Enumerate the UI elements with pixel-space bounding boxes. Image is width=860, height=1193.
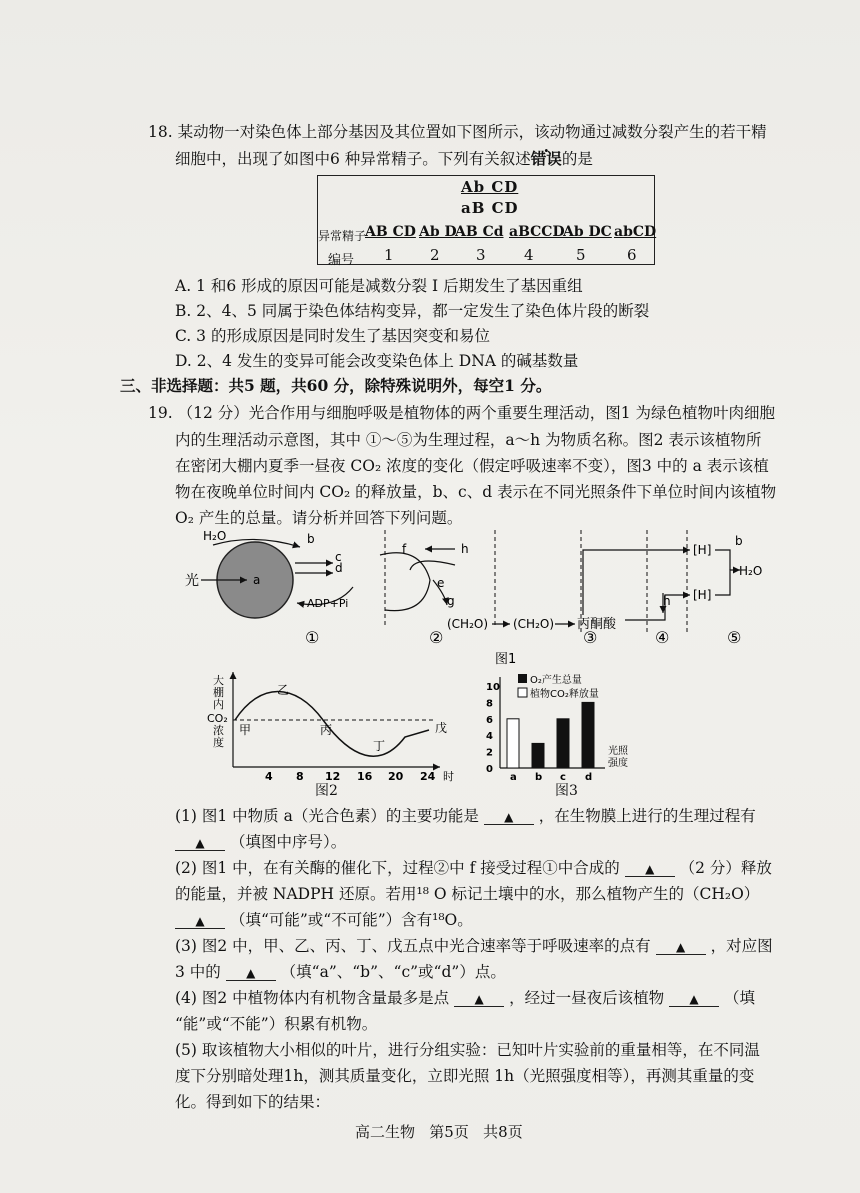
q18-option-c: C. 3 的形成原因是同时发生了基因突变和易位 (175, 327, 490, 345)
q19-intro-4: 物在夜晚单位时间内 CO₂ 的释放量，b、c、d 表示在不同光照条件下单位时间内该植物 (175, 483, 777, 501)
fig3-xlabel-2: 强度 (608, 758, 628, 769)
answer-blank-5[interactable]: ▲ (656, 940, 706, 955)
svg-text:CO₂: CO₂ (207, 712, 228, 725)
fig1-f: f (402, 542, 407, 556)
figure-3-chart (480, 672, 650, 782)
fig1-c: c (335, 550, 342, 564)
q19-sub1-line2: ▲ （填图中序号）。 (175, 832, 346, 852)
q19-sub1-line1: (1) 图1 中物质 a（光合色素）的主要功能是 ▲ ，在生物膜上进行的生理过程有 (175, 807, 756, 825)
fig3-xtick-c: c (560, 772, 566, 782)
sperm-number-2: 2 (430, 246, 440, 264)
sperm-number-4: 4 (524, 246, 534, 264)
abnormal-sperm-label: 异常精子 (318, 229, 367, 243)
fig1-pyruvate: 丙酮酸 (577, 617, 617, 632)
process-3: ③ (583, 628, 598, 647)
svg-text:16: 16 (357, 770, 373, 783)
fig1-a: a (253, 573, 261, 587)
fig3-bars (507, 702, 594, 768)
fig3-ytick: 2 (486, 747, 493, 759)
legend-co2-swatch (518, 688, 527, 697)
q19-intro-5: O₂ 产生的总量。请分析并回答下列问题。 (175, 509, 463, 527)
svg-text:24: 24 (420, 770, 436, 783)
figure-1-caption: 图1 (495, 652, 517, 667)
q19-intro-2: 内的生理活动示意图，其中 ①～⑤为生理过程，a～h 为物质名称。图2 表示该植物所 (175, 431, 762, 449)
chromosome-top: Ab CD (461, 178, 519, 196)
fig3-ytick: 6 (486, 714, 493, 726)
q18-line1: 18. 某动物一对染色体上部分基因及其位置如下图所示，该动物通过减数分裂产生的若干精 (148, 123, 767, 141)
fig1-H2: [H] (693, 588, 712, 602)
fig3-ytick: 0 (486, 764, 493, 775)
q18-option-d: D. 2、4 发生的变异可能会改变染色体上 DNA 的碱基数量 (175, 352, 579, 370)
chromosome-table (317, 175, 657, 268)
fig1-light: 光 (185, 573, 199, 589)
svg-text:浓: 浓 (213, 724, 224, 737)
fig1-b1: b (307, 532, 315, 546)
fig1-h2o-out: H₂O (739, 564, 763, 578)
fig1-adp: ADP+Pi (307, 597, 349, 610)
q19-sub2-line1: (2) 图1 中，在有关酶的催化下，过程②中 f 接受过程①中合成的 ▲ （2 分）释放 (175, 859, 772, 877)
chromosome-bottom: aB CD (461, 199, 519, 217)
q19-sub4-line2: “能”或“不能”）积累有机物。 (175, 1015, 378, 1033)
sperm-number-6: 6 (627, 246, 637, 264)
q19-sub3-line2: 3 中的 ▲ （填“a”、“b”、“c”或“d”）点。 (175, 963, 506, 981)
process-1: ① (305, 628, 320, 647)
sperm-2: Ab D (419, 224, 457, 240)
point-ding: 丁 (373, 739, 386, 753)
fig1-H1: [H] (693, 543, 712, 557)
fig3-xlabel-1: 光照 (608, 746, 628, 757)
q18-line2: 细胞中，出现了如图中6 种异常精子。下列有关叙述错误的是 (175, 149, 593, 168)
figure-1-diagram (185, 525, 765, 670)
arrow-pyruvate-H1 (583, 550, 690, 615)
sperm-1: AB CD (365, 224, 416, 240)
figure-2-caption: 图2 (315, 783, 338, 799)
fig1-b2: b (735, 534, 743, 548)
fig3-ytick: 4 (486, 731, 493, 743)
fig3-ytick: 10 (486, 682, 500, 693)
sperm-number-5: 5 (576, 246, 586, 264)
q19-intro-3: 在密闭大棚内夏季一昼夜 CO₂ 浓度的变化（假定呼吸速率不变），图3 中的 a 表示该植 (175, 457, 769, 475)
svg-text:8: 8 (296, 770, 304, 783)
svg-text:度: 度 (213, 736, 224, 749)
fig3-xtick-b: b (535, 772, 543, 782)
point-wu: 戊 (435, 721, 448, 735)
fig3-yticks (486, 682, 500, 775)
fig3-bar-d (582, 702, 594, 768)
emphasis-error: 错误 (530, 149, 562, 168)
fig1-e: e (437, 576, 445, 590)
answer-blank-4[interactable]: ▲ (175, 914, 225, 929)
arrow-pyruvate-H2 (625, 595, 690, 620)
line-H1-merge (715, 550, 730, 570)
sperm-5: Ab DC (563, 224, 612, 240)
fig2-xlabel: 时 (443, 770, 454, 783)
fig1-g: g (447, 594, 455, 608)
q19-sub4-line1: (4) 图2 中植物体内有机物含量最多是点 ▲ ，经过一昼夜后该植物 ▲ （填 (175, 989, 755, 1007)
sperm-4: aBCCD (509, 224, 565, 240)
answer-blank-6[interactable]: ▲ (226, 966, 276, 981)
legend-o2-swatch (518, 674, 527, 683)
process-5: ⑤ (727, 628, 742, 647)
legend-co2: 植物CO₂释放量 (530, 689, 599, 700)
sperm-number-1: 1 (384, 246, 394, 264)
q19-sub5-line2: 度下分别暗处理1h，测其质量变化，立即光照 1h（光照强度相等），再测其重量的变 (175, 1067, 755, 1085)
process-4: ④ (655, 628, 670, 647)
svg-text:内: 内 (213, 698, 224, 711)
svg-text:大: 大 (213, 674, 224, 687)
fig1-h2: h (663, 594, 671, 608)
q18-option-b: B. 2、4、5 同属于染色体结构变异，都一定发生了染色体片段的断裂 (175, 302, 650, 320)
cycle-f-arc (410, 561, 455, 570)
figure-3-caption: 图3 (555, 783, 578, 799)
q19-intro-1: 19. （12 分）光合作用与细胞呼吸是植物体的两个重要生理活动，图1 为绿色植物叶肉细胞 (148, 404, 776, 422)
number-label: 编号 (328, 253, 355, 268)
fig3-bar-c (557, 719, 569, 768)
q19-sub2-line2: 的能量，并被 NADPH 还原。若用¹⁸ O 标记土壤中的水，那么植物产生的（CH₂O） (175, 885, 760, 903)
fig2-xticks (265, 770, 436, 783)
q19-sub3-line1: (3) 图2 中，甲、乙、丙、丁、戊五点中光合速率等于呼吸速率的点有 ▲ ，对应图 (175, 937, 773, 955)
sperm-3: AB Cd (455, 224, 504, 240)
point-jia: 甲 (239, 723, 252, 737)
line-H2-merge (715, 570, 740, 595)
q18-option-a: A. 1 和6 形成的原因可能是减数分裂 I 后期发生了基因重组 (175, 277, 583, 295)
q19-sub5-line3: 化。得到如下的结果： (175, 1093, 331, 1111)
point-yi: 乙 (277, 683, 290, 697)
answer-blank-2[interactable]: ▲ (175, 836, 225, 851)
process-2: ② (429, 628, 444, 647)
fig1-h2o-top: H₂O (203, 529, 227, 543)
sperm-number-3: 3 (476, 246, 486, 264)
fig3-xtick-a: a (510, 772, 517, 782)
answer-blank-3[interactable]: ▲ (625, 862, 675, 877)
svg-text:20: 20 (388, 770, 404, 783)
answer-blank-1[interactable]: ▲ (484, 810, 534, 825)
fig3-bar-a (507, 719, 519, 768)
figure-2-chart (205, 672, 475, 792)
fig3-ytick: 8 (486, 698, 493, 710)
page-footer: 高二生物 第5页 共8页 (355, 1123, 523, 1141)
fig3-legend (518, 673, 599, 700)
svg-text:棚: 棚 (213, 686, 224, 699)
fig1-ch2o-1: (CH₂O) (447, 617, 489, 631)
fig1-h1: h (461, 542, 469, 556)
svg-text:4: 4 (265, 770, 273, 783)
answer-blank-8[interactable]: ▲ (669, 992, 719, 1007)
fig1-d: d (335, 561, 343, 575)
svg-text:12: 12 (325, 770, 341, 783)
point-bing: 丙 (320, 723, 333, 737)
fig3-bar-b (532, 743, 544, 768)
q19-sub5-line1: (5) 取该植物大小相似的叶片，进行分组实验：已知叶片实验前的重量相等，在不同温 (175, 1041, 760, 1059)
answer-blank-7[interactable]: ▲ (454, 992, 504, 1007)
q19-sub2-line3: ▲ （填“可能”或“不可能”）含有¹⁸O。 (175, 910, 473, 930)
fig2-ylabel (207, 673, 228, 749)
section-heading: 三、非选择题：共5 题，共60 分，除特殊说明外，每空1 分。 (120, 376, 552, 395)
legend-o2: O₂产生总量 (530, 675, 582, 686)
sperm-6: abCD (614, 224, 657, 240)
fig3-xticks (510, 772, 592, 782)
fig1-ch2o-2: (CH₂O) (513, 617, 555, 631)
fig3-xtick-d: d (585, 772, 593, 782)
